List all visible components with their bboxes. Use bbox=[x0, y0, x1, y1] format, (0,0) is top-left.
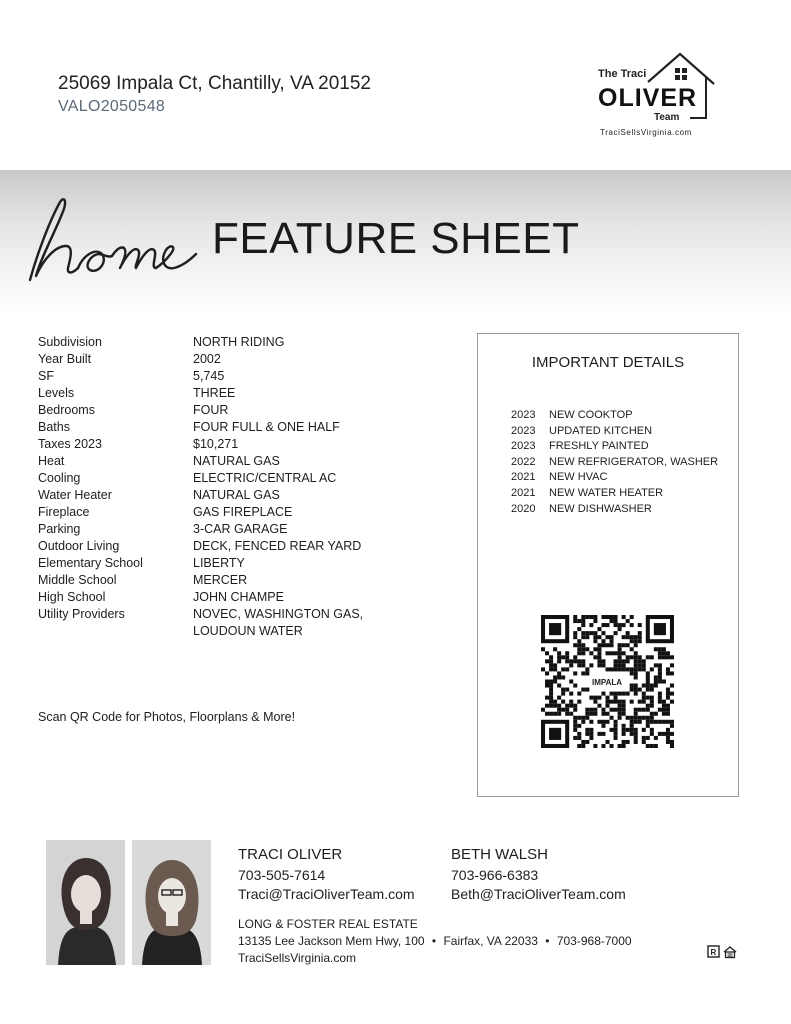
equal-housing-icon bbox=[724, 947, 736, 958]
spec-row bbox=[38, 538, 429, 555]
brokerage-city: Fairfax, VA 22033 bbox=[443, 934, 538, 948]
spec-row bbox=[38, 334, 429, 351]
details-year: 2020 bbox=[511, 502, 536, 515]
agent-photo-beth bbox=[132, 840, 211, 965]
spec-value: 5,745 bbox=[193, 369, 225, 383]
spec-label: Taxes 2023 bbox=[38, 437, 102, 451]
details-item bbox=[511, 424, 718, 440]
spec-value: FOUR bbox=[193, 403, 229, 417]
details-item bbox=[511, 439, 718, 455]
spec-row bbox=[38, 436, 429, 453]
agent-phone[interactable]: 703-966-6383 bbox=[451, 867, 539, 883]
brokerage-website[interactable]: TraciSellsVirginia.com bbox=[238, 951, 357, 965]
mls-number: VALO2050548 bbox=[58, 98, 166, 115]
spec-label: Baths bbox=[38, 420, 70, 434]
spec-label: Year Built bbox=[38, 352, 92, 366]
property-specs bbox=[38, 334, 429, 640]
agent-name: TRACI OLIVER bbox=[238, 846, 343, 863]
spec-row bbox=[38, 351, 429, 368]
feature-sheet-title: FEATURE SHEET bbox=[212, 214, 580, 263]
agent-email[interactable]: Traci@TraciOliverTeam.com bbox=[238, 886, 415, 902]
spec-row bbox=[38, 572, 429, 589]
spec-label: SF bbox=[38, 369, 54, 383]
spec-label: Subdivision bbox=[38, 335, 102, 349]
details-text: NEW HVAC bbox=[549, 471, 608, 484]
spec-value: LIBERTY bbox=[193, 556, 245, 570]
details-item bbox=[511, 408, 718, 424]
separator-dot: • bbox=[431, 934, 437, 948]
spec-row bbox=[38, 606, 429, 640]
agent-name: BETH WALSH bbox=[451, 846, 548, 863]
details-text: NEW REFRIGERATOR, WASHER bbox=[549, 455, 719, 468]
details-text: NEW DISHWASHER bbox=[549, 502, 652, 515]
spec-row bbox=[38, 487, 429, 504]
spec-row bbox=[38, 521, 429, 538]
spec-value: NATURAL GAS bbox=[193, 454, 280, 468]
spec-label: Heat bbox=[38, 454, 65, 468]
details-text: UPDATED KITCHEN bbox=[549, 424, 653, 437]
home-script-lettering bbox=[20, 188, 205, 288]
details-item bbox=[511, 502, 718, 518]
agent-beth bbox=[451, 845, 626, 904]
details-item bbox=[511, 455, 718, 471]
spec-row bbox=[38, 385, 429, 402]
scan-qr-note: Scan QR Code for Photos, Floorplans & More! bbox=[38, 710, 296, 724]
spec-value: NORTH RIDING bbox=[193, 335, 285, 349]
realtor-equal-housing-icons bbox=[707, 945, 737, 959]
spec-value: $10,271 bbox=[193, 437, 239, 451]
spec-value: NOVEC, WASHINGTON GAS, LOUDOUN WATER bbox=[193, 607, 364, 638]
separator-dot: • bbox=[545, 934, 550, 948]
spec-value: THREE bbox=[193, 386, 236, 400]
details-year: 2023 bbox=[511, 440, 536, 453]
spec-row bbox=[38, 504, 429, 521]
details-item bbox=[511, 470, 718, 486]
details-item bbox=[511, 486, 718, 502]
details-list bbox=[511, 408, 718, 517]
logo-team: Team bbox=[654, 112, 680, 123]
brokerage-name: LONG & FOSTER REAL ESTATE bbox=[238, 917, 418, 931]
spec-value: NATURAL GAS bbox=[193, 488, 280, 502]
agent-photo-traci bbox=[46, 840, 125, 965]
brokerage-address-line bbox=[238, 933, 632, 950]
agent-email[interactable]: Beth@TraciOliverTeam.com bbox=[451, 886, 626, 902]
details-year: 2022 bbox=[511, 455, 536, 468]
spec-value: ELECTRIC/CENTRAL AC bbox=[193, 471, 337, 485]
details-text: NEW COOKTOP bbox=[549, 409, 633, 421]
feature-banner bbox=[0, 170, 791, 312]
agent-portrait-image bbox=[132, 840, 211, 965]
spec-value: DECK, FENCED REAR YARD bbox=[193, 539, 362, 553]
spec-row bbox=[38, 555, 429, 572]
spec-value: GAS FIREPLACE bbox=[193, 505, 293, 519]
spec-label: Fireplace bbox=[38, 505, 90, 519]
spec-value: MERCER bbox=[193, 573, 248, 587]
spec-value: FOUR FULL & ONE HALF bbox=[193, 420, 340, 434]
spec-row bbox=[38, 453, 429, 470]
spec-value: JOHN CHAMPE bbox=[193, 590, 284, 604]
realtor-icon-letter: R bbox=[710, 948, 717, 957]
important-details-heading: IMPORTANT DETAILS bbox=[531, 354, 685, 371]
brokerage-phone[interactable]: 703-968-7000 bbox=[556, 934, 632, 948]
details-year: 2023 bbox=[511, 409, 536, 421]
agent-phone[interactable]: 703-505-7614 bbox=[238, 867, 326, 883]
agent-portrait-image bbox=[46, 840, 125, 965]
details-year: 2021 bbox=[511, 486, 536, 499]
logo-pre-text: The Traci bbox=[598, 68, 647, 80]
brokerage-street: 13135 Lee Jackson Mem Hwy, 100 bbox=[238, 934, 425, 948]
spec-label: Outdoor Living bbox=[38, 539, 120, 553]
spec-row bbox=[38, 419, 429, 436]
logo-url: TraciSellsVirginia.com bbox=[600, 128, 692, 137]
spec-row bbox=[38, 589, 429, 606]
spec-value: 2002 bbox=[193, 352, 221, 366]
spec-row bbox=[38, 470, 429, 487]
spec-label: Levels bbox=[38, 386, 75, 400]
spec-label: Elementary School bbox=[38, 556, 143, 570]
details-text: NEW WATER HEATER bbox=[549, 486, 664, 499]
agent-traci bbox=[238, 845, 415, 904]
spec-value: 3-CAR GARAGE bbox=[193, 522, 288, 536]
spec-label: Middle School bbox=[38, 573, 117, 587]
details-year: 2021 bbox=[511, 471, 536, 484]
spec-label: High School bbox=[38, 590, 106, 604]
team-logo bbox=[590, 48, 720, 140]
spec-label: Utility Providers bbox=[38, 607, 125, 621]
details-text: FRESHLY PAINTED bbox=[549, 440, 649, 453]
spec-row bbox=[38, 368, 429, 385]
details-year: 2023 bbox=[511, 424, 536, 437]
spec-label: Water Heater bbox=[38, 488, 112, 502]
qr-code-label: IMPALA bbox=[592, 678, 623, 687]
logo-name: OLIVER bbox=[598, 84, 698, 112]
brokerage-info bbox=[238, 916, 632, 967]
spec-label: Parking bbox=[38, 522, 81, 536]
spec-label: Cooling bbox=[38, 471, 81, 485]
property-address: 25069 Impala Ct, Chantilly, VA 20152 bbox=[58, 73, 371, 94]
spec-row bbox=[38, 402, 429, 419]
spec-label: Bedrooms bbox=[38, 403, 95, 417]
